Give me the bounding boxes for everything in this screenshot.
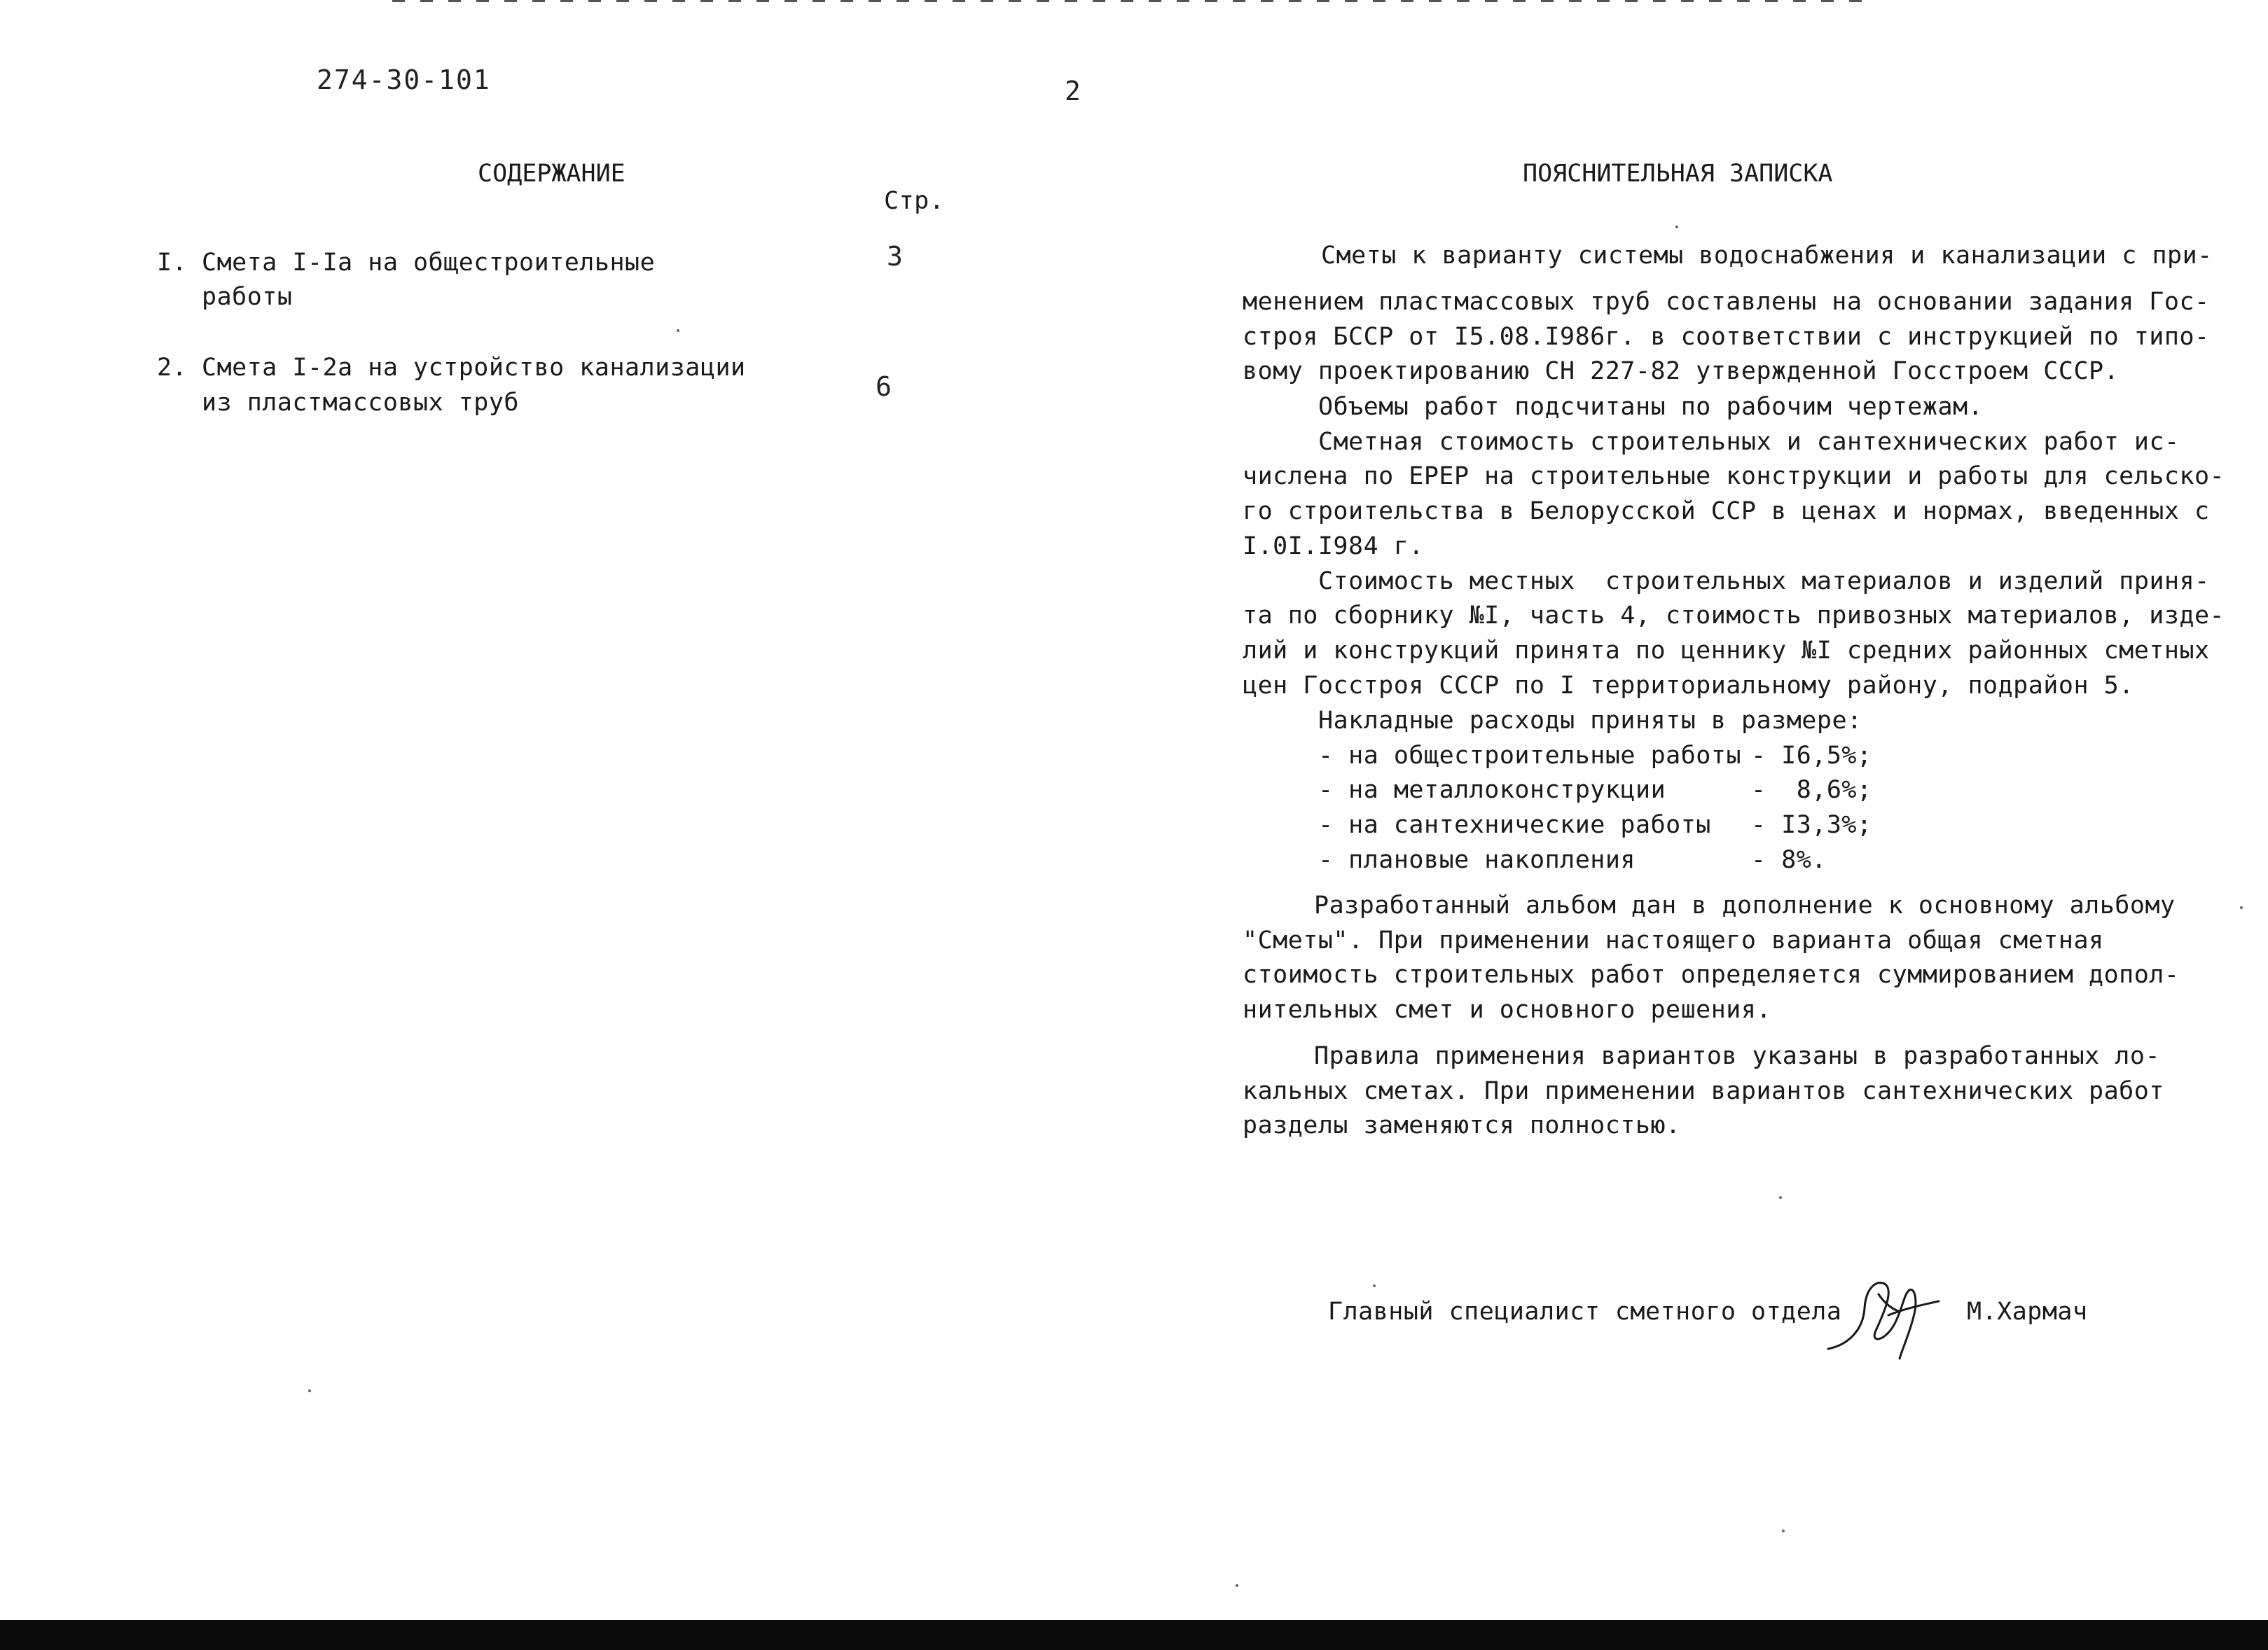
scan-speck [677, 329, 679, 332]
overhead-label: - на сантехнические работы [1318, 811, 1711, 839]
note-line: разделы заменяются полностью. [1243, 1111, 1681, 1139]
note-line: го строительства в Белорусской ССР в ценах и нормах, введенных с [1243, 497, 2210, 525]
note-line: та по сборнику №I, часть 4, стоимость привозных материалов, изде- [1243, 602, 2225, 630]
top-scan-edge [392, 0, 1877, 2]
note-line: менением пластмассовых труб составлены на основании задания Гос- [1243, 288, 2210, 316]
overhead-value: - 8%. [1751, 846, 1827, 874]
scan-speck [1373, 1284, 1376, 1287]
toc-page-col-label: Стр. [884, 187, 945, 215]
toc-title: СОДЕРЖАНИЕ [478, 160, 625, 188]
overhead-value: - I3,3%; [1751, 811, 1872, 839]
scan-speck [1675, 226, 1678, 228]
note-line: нительных смет и основного решения. [1243, 996, 1772, 1024]
note-line: вому проектированию СН 227-82 утвержденной Госстроем СССР. [1243, 357, 2120, 385]
toc-item-number: 2. [157, 354, 188, 382]
overhead-intro: Накладные расходы приняты в размере: [1318, 707, 1862, 735]
note-paragraph-2: Объемы работ подсчитаны по рабочим чертежам. [1318, 393, 1984, 421]
toc-item-title: Смета I-Iа на общестроительные [202, 249, 656, 277]
overhead-value: - I6,5%; [1751, 742, 1872, 770]
note-line: числена по ЕРЕР на строительные конструкции и работы для сельско- [1243, 462, 2225, 490]
note-line: цен Госстроя СССР по I территориальному району, подрайон 5. [1243, 672, 2134, 700]
overhead-label: - на металлоконструкции [1318, 776, 1666, 804]
toc-item-page: 6 [876, 371, 893, 402]
scan-speck [1782, 1530, 1785, 1532]
toc-item-page: 3 [887, 241, 904, 272]
scan-bottom-edge [0, 1620, 2268, 1650]
signatory-name: М.Хармач [1967, 1298, 2088, 1326]
overhead-value: - 8,6%; [1751, 776, 1872, 804]
note-line: Сметы к варианту системы водоснабжения и канализации с при- [1321, 242, 2213, 270]
scan-speck [308, 1389, 311, 1392]
toc-item-number: I. [157, 249, 188, 277]
doc-code: 274-30-101 [317, 64, 491, 95]
note-line: "Сметы". При применении настоящего варианта общая сметная [1243, 927, 2104, 955]
page-number: 2 [1065, 76, 1082, 106]
toc-item-title-cont: из пластмассовых труб [202, 389, 520, 417]
overhead-label: - плановые накопления [1318, 846, 1636, 874]
toc-item-title: Смета I-2а на устройство канализации [202, 354, 746, 382]
note-line: Разработанный альбом дан в дополнение к основному альбому [1314, 892, 2176, 920]
scan-speck [1236, 1584, 1238, 1587]
note-title: ПОЯСНИТЕЛЬНАЯ ЗАПИСКА [1523, 160, 1833, 188]
note-line: строя БССР от I5.08.I986г. в соответствии с инструкцией по типо- [1243, 323, 2210, 351]
overhead-label: - на общестроительные работы [1318, 742, 1742, 770]
note-line: Правила применения вариантов указаны в разработанных ло- [1314, 1042, 2161, 1070]
note-line: лий и конструкций принята по ценнику №I средних районных сметных [1243, 637, 2210, 665]
toc-item-title-cont: работы [202, 283, 293, 311]
note-line: Сметная стоимость строительных и сантехнических работ ис- [1318, 428, 2180, 456]
note-line: стоимость строительных работ определяется суммированием допол- [1243, 961, 2180, 989]
note-line: кальных сметах. При применении вариантов сантехнических работ [1243, 1077, 2164, 1105]
note-line: Стоимость местных строительных материалов и изделий приня- [1318, 567, 2210, 595]
scan-speck [2240, 906, 2243, 909]
note-line: I.0I.I984 г. [1243, 532, 1424, 560]
signatory-position: Главный специалист сметного отдела [1328, 1298, 1842, 1326]
scan-speck [1779, 1196, 1782, 1199]
handwritten-signature [1821, 1266, 1940, 1364]
